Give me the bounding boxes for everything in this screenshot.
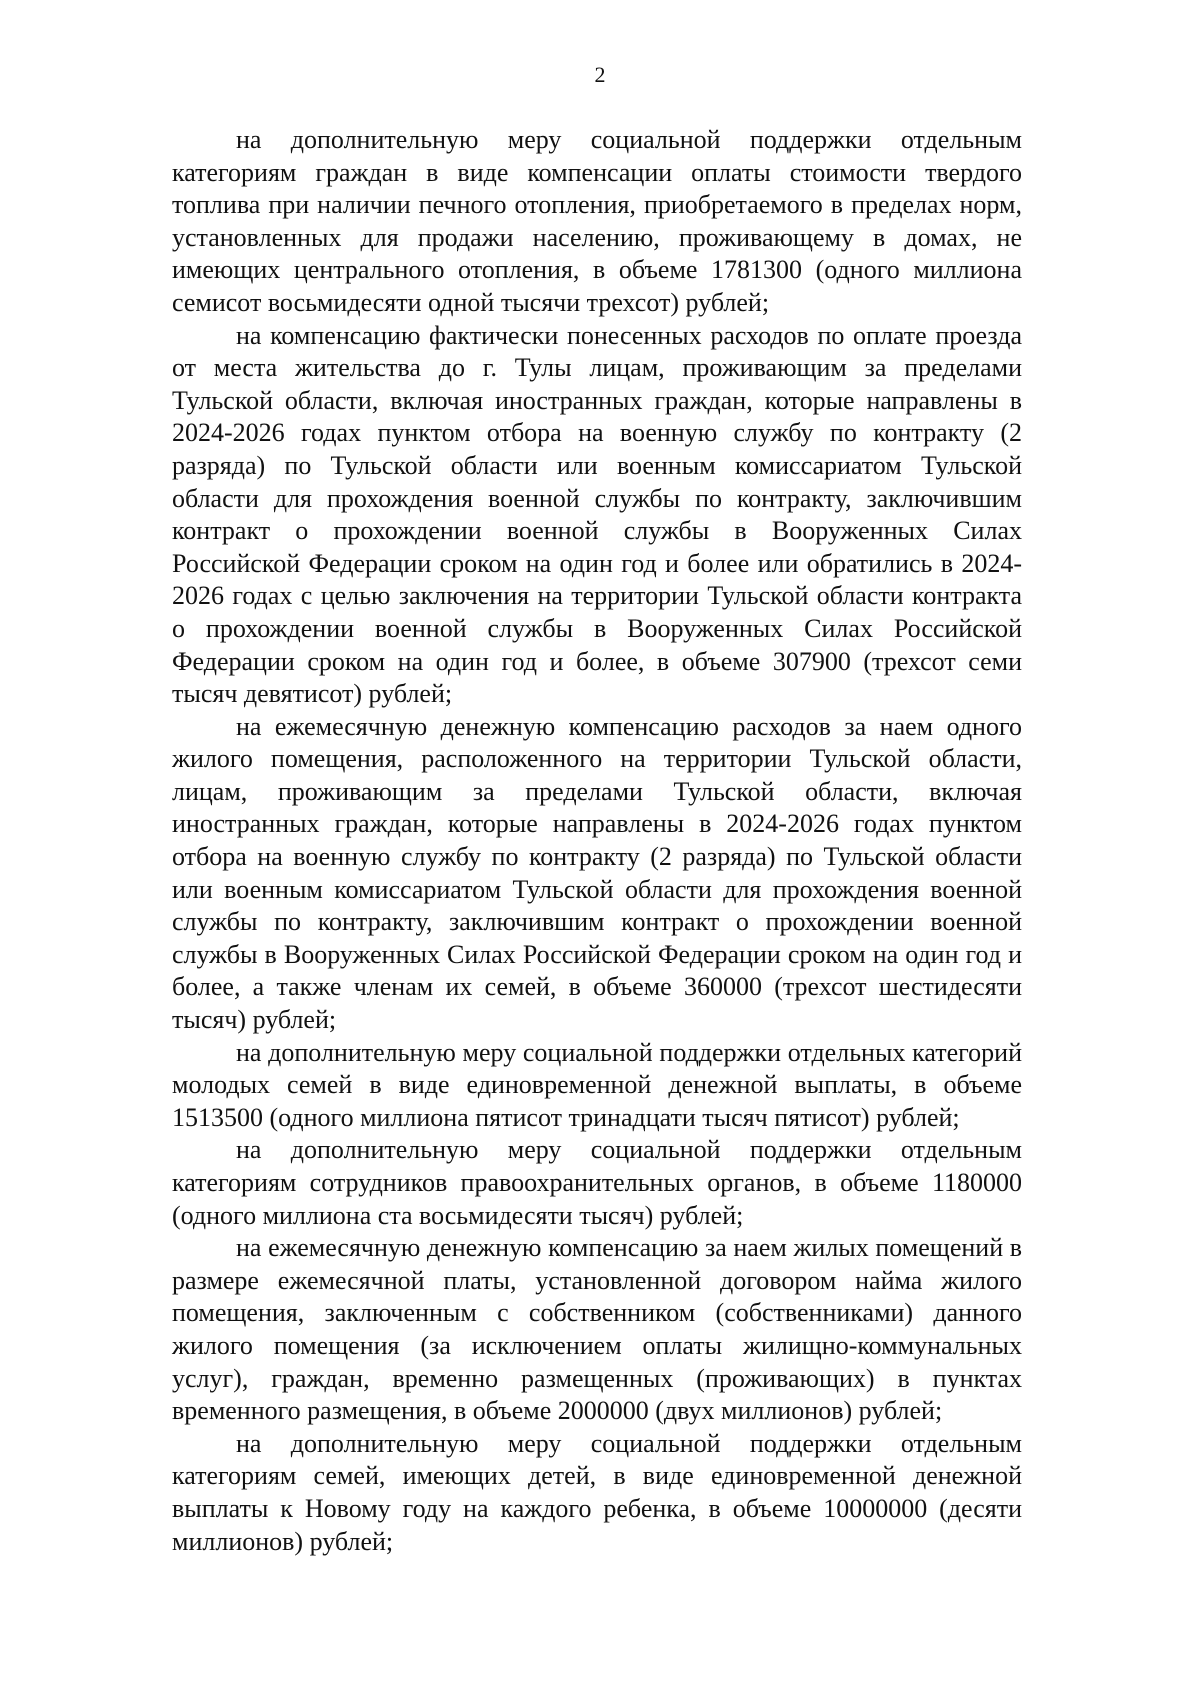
page-number: 2 [594, 62, 606, 87]
paragraph-housing-rent-compensation-military: на ежемесячную денежную компенсацию расходов за наем одного жилого помещения, расположенного на территории Тульской области, лицам, проживающим за пределами Тульской области, включая иностранных граждан, которые направлены в 2024-2026 годах пунктом отбора на военную службу по контракту (2 разряда) по Тульской области или военным комиссариатом Тульской области для прохождения военной службы по контракту, заключившим контракт о прохождении военной службы в Вооруженных Силах Российской Федерации сроком на один год и более, а также членам их семей, в объеме 360000 (трехсот шестидесяти тысяч) рублей; [172, 711, 1022, 1035]
paragraph-temporary-accommodation-rent: на ежемесячную денежную компенсацию за наем жилых помещений в размере ежемесячной платы, установленной договором найма жилого помещения, заключенным с собственником (собственниками) данного жилого помещения (за исключением оплаты жилищно-коммунальных услуг), граждан, временно размещенных (проживающих) в пунктах временного размещения, в объеме 2000000 (двух миллионов) рублей; [172, 1233, 1022, 1426]
paragraph-solid-fuel-compensation: на дополнительную меру социальной поддержки отдельным категориям граждан в виде компенсации оплаты стоимости твердого топлива при наличии печного отопления, приобретаемого в пределах норм, установленных для продажи населению, проживающему в домах, не имеющих центрального отопления, в объеме 1781300 (одного миллиона семисот восьмидесяти одной тысячи трехсот) рублей; [172, 125, 1022, 317]
paragraph-new-year-child-payment: на дополнительную меру социальной поддержки отдельным категориям семей, имеющих детей, в виде единовременной денежной выплаты к Новому году на каждого ребенка, в объеме 10000000 (десяти миллионов) рублей; [172, 1428, 1022, 1556]
paragraph-travel-compensation: на компенсацию фактически понесенных расходов по оплате проезда от места жительства до г. Тулы лицам, проживающим за пределами Тульской области, включая иностранных граждан, которые направлены в 2024-2026 годах пунктом отбора на военную службу по контракту (2 разряда) по Тульской области или военным комиссариатом Тульской области для прохождения военной службы по контракту, заключившим контракт о прохождении военной службы в Вооруженных Силах Российской Федерации сроком на один год и более или обратились в 2024-2026 годах с целью заключения на территории Тульской области контракта о прохождении военной службы в Вооруженных Силах Российской Федерации сроком на один год и более, в объеме 307900 (трехсот семи тысяч девятисот) рублей; [172, 320, 1022, 709]
paragraph-young-families-payment: на дополнительную меру социальной поддержки отдельных категорий молодых семей в виде единовременной денежной выплаты, в объеме 1513500 (одного миллиона пятисот тринадцати тысяч пятисот) рублей; [172, 1037, 1022, 1132]
paragraph-law-enforcement-support: на дополнительную меру социальной поддержки отдельным категориям сотрудников правоохранительных органов, в объеме 1180000 (одного миллиона ста восьмидесяти тысяч) рублей; [172, 1135, 1022, 1230]
document-body [172, 124, 1022, 1558]
